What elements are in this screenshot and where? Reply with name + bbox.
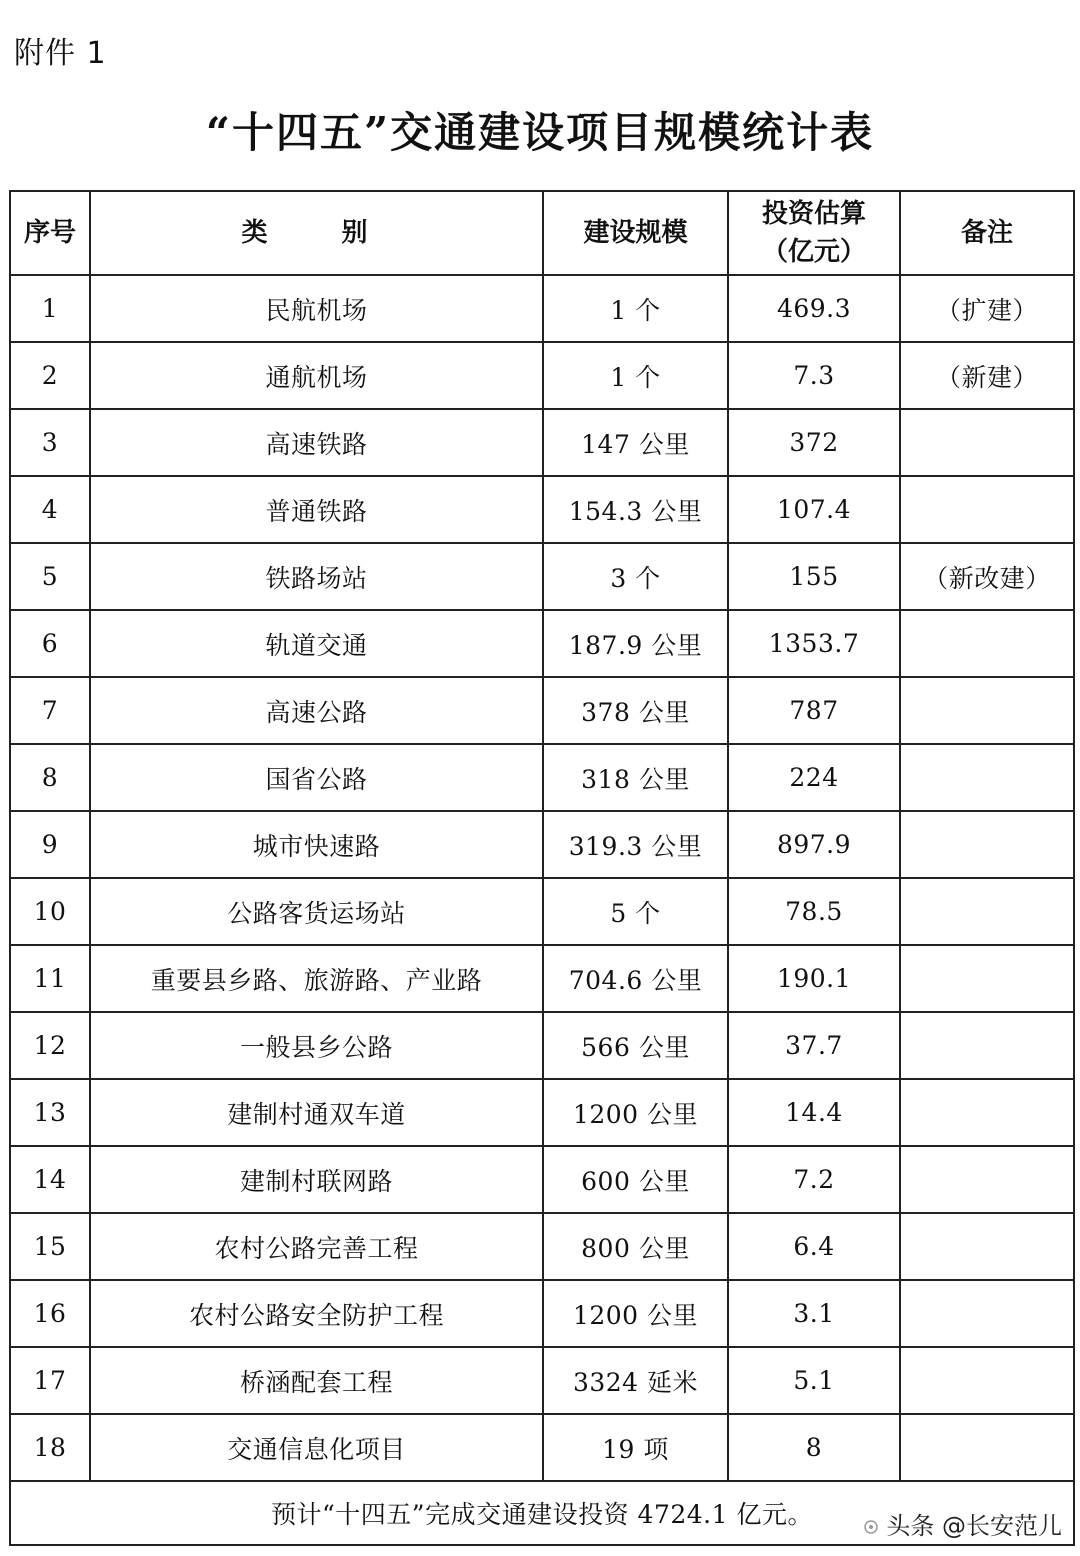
cell-category: 通航机场 bbox=[90, 342, 543, 409]
cell-investment: 155 bbox=[728, 543, 900, 610]
cell-category: 民航机场 bbox=[90, 275, 543, 342]
cell-investment: 5.1 bbox=[728, 1347, 900, 1414]
cell-scale: 378 公里 bbox=[543, 677, 728, 744]
cell-index: 15 bbox=[10, 1213, 90, 1280]
cell-investment: 224 bbox=[728, 744, 900, 811]
cell-index: 10 bbox=[10, 878, 90, 945]
cell-index: 18 bbox=[10, 1414, 90, 1481]
cell-index: 16 bbox=[10, 1280, 90, 1347]
cell-category: 建制村联网路 bbox=[90, 1146, 543, 1213]
watermark bbox=[863, 1506, 1062, 1541]
col-header-index: 序号 bbox=[10, 191, 90, 275]
cell-index: 13 bbox=[10, 1079, 90, 1146]
cell-index: 11 bbox=[10, 945, 90, 1012]
cell-investment: 3.1 bbox=[728, 1280, 900, 1347]
cell-index: 2 bbox=[10, 342, 90, 409]
cell-scale: 800 公里 bbox=[543, 1213, 728, 1280]
cell-remark bbox=[900, 610, 1074, 677]
table-row bbox=[10, 1146, 1074, 1213]
cell-investment: 14.4 bbox=[728, 1079, 900, 1146]
cell-scale: 1 个 bbox=[543, 275, 728, 342]
table-row bbox=[10, 543, 1074, 610]
cell-category: 交通信息化项目 bbox=[90, 1414, 543, 1481]
cell-index: 3 bbox=[10, 409, 90, 476]
cell-investment: 7.3 bbox=[728, 342, 900, 409]
col-header-remarks: 备注 bbox=[900, 191, 1074, 275]
cell-index: 6 bbox=[10, 610, 90, 677]
table-row bbox=[10, 1347, 1074, 1414]
cell-category: 铁路场站 bbox=[90, 543, 543, 610]
table-row bbox=[10, 945, 1074, 1012]
cell-investment: 107.4 bbox=[728, 476, 900, 543]
cell-scale: 3324 延米 bbox=[543, 1347, 728, 1414]
cell-category: 一般县乡公路 bbox=[90, 1012, 543, 1079]
cell-remark bbox=[900, 945, 1074, 1012]
cell-remark bbox=[900, 476, 1074, 543]
table-row bbox=[10, 476, 1074, 543]
cell-scale: 3 个 bbox=[543, 543, 728, 610]
cell-category: 农村公路完善工程 bbox=[90, 1213, 543, 1280]
cell-investment: 469.3 bbox=[728, 275, 900, 342]
cell-scale: 187.9 公里 bbox=[543, 610, 728, 677]
cell-scale: 566 公里 bbox=[543, 1012, 728, 1079]
col-header-investment-line2: （亿元） bbox=[761, 237, 866, 267]
cell-index: 4 bbox=[10, 476, 90, 543]
table-row bbox=[10, 1079, 1074, 1146]
watermark-text: 头条 @长安范儿 bbox=[886, 1512, 1062, 1540]
toutiao-logo-icon bbox=[863, 1512, 887, 1540]
cell-category: 桥涵配套工程 bbox=[90, 1347, 543, 1414]
cell-investment: 8 bbox=[728, 1414, 900, 1481]
cell-remark bbox=[900, 811, 1074, 878]
cell-remark bbox=[900, 1146, 1074, 1213]
cell-scale: 147 公里 bbox=[543, 409, 728, 476]
cell-scale: 1 个 bbox=[543, 342, 728, 409]
cell-investment: 372 bbox=[728, 409, 900, 476]
cell-index: 1 bbox=[10, 275, 90, 342]
table-row bbox=[10, 610, 1074, 677]
cell-index: 14 bbox=[10, 1146, 90, 1213]
cell-investment: 897.9 bbox=[728, 811, 900, 878]
cell-index: 9 bbox=[10, 811, 90, 878]
cell-remark bbox=[900, 1280, 1074, 1347]
cell-remark: （扩建） bbox=[900, 275, 1074, 342]
cell-investment: 190.1 bbox=[728, 945, 900, 1012]
col-header-category-label: 类 别 bbox=[241, 218, 392, 248]
cell-category: 高速铁路 bbox=[90, 409, 543, 476]
stats-table bbox=[9, 190, 1075, 1546]
cell-category: 国省公路 bbox=[90, 744, 543, 811]
table-row bbox=[10, 1280, 1074, 1347]
cell-remark bbox=[900, 677, 1074, 744]
cell-remark: （新建） bbox=[900, 342, 1074, 409]
table-row bbox=[10, 1012, 1074, 1079]
table-footer-note: 预计“十四五”完成交通建设投资 4724.1 亿元。 bbox=[10, 1481, 1074, 1545]
cell-category: 轨道交通 bbox=[90, 610, 543, 677]
cell-category: 普通铁路 bbox=[90, 476, 543, 543]
cell-remark bbox=[900, 1012, 1074, 1079]
cell-scale: 154.3 公里 bbox=[543, 476, 728, 543]
cell-index: 7 bbox=[10, 677, 90, 744]
table-row bbox=[10, 878, 1074, 945]
cell-investment: 78.5 bbox=[728, 878, 900, 945]
cell-category: 重要县乡路、旅游路、产业路 bbox=[90, 945, 543, 1012]
cell-category: 公路客货运场站 bbox=[90, 878, 543, 945]
cell-scale: 318 公里 bbox=[543, 744, 728, 811]
cell-remark bbox=[900, 744, 1074, 811]
cell-investment: 7.2 bbox=[728, 1146, 900, 1213]
cell-index: 5 bbox=[10, 543, 90, 610]
cell-index: 12 bbox=[10, 1012, 90, 1079]
cell-scale: 600 公里 bbox=[543, 1146, 728, 1213]
cell-scale: 319.3 公里 bbox=[543, 811, 728, 878]
cell-remark bbox=[900, 1213, 1074, 1280]
col-header-scale: 建设规模 bbox=[543, 191, 728, 275]
cell-remark bbox=[900, 1079, 1074, 1146]
table-row bbox=[10, 409, 1074, 476]
cell-remark bbox=[900, 1347, 1074, 1414]
table-row bbox=[10, 1213, 1074, 1280]
table-row bbox=[10, 275, 1074, 342]
cell-investment: 6.4 bbox=[728, 1213, 900, 1280]
attachment-label: 附件 1 bbox=[14, 36, 107, 71]
cell-scale: 19 项 bbox=[543, 1414, 728, 1481]
cell-scale: 1200 公里 bbox=[543, 1079, 728, 1146]
cell-scale: 1200 公里 bbox=[543, 1280, 728, 1347]
col-header-investment-line1: 投资估算 bbox=[761, 199, 866, 229]
table-row bbox=[10, 811, 1074, 878]
cell-scale: 704.6 公里 bbox=[543, 945, 728, 1012]
table-row bbox=[10, 744, 1074, 811]
cell-remark bbox=[900, 878, 1074, 945]
cell-investment: 787 bbox=[728, 677, 900, 744]
cell-category: 农村公路安全防护工程 bbox=[90, 1280, 543, 1347]
cell-index: 17 bbox=[10, 1347, 90, 1414]
table-row bbox=[10, 677, 1074, 744]
table-row bbox=[10, 342, 1074, 409]
cell-remark bbox=[900, 409, 1074, 476]
cell-category: 高速公路 bbox=[90, 677, 543, 744]
cell-remark bbox=[900, 1414, 1074, 1481]
cell-category: 城市快速路 bbox=[90, 811, 543, 878]
cell-scale: 5 个 bbox=[543, 878, 728, 945]
col-header-category bbox=[90, 191, 543, 275]
table-row bbox=[10, 1414, 1074, 1481]
cell-investment: 37.7 bbox=[728, 1012, 900, 1079]
table-body bbox=[10, 275, 1074, 1481]
cell-investment: 1353.7 bbox=[728, 610, 900, 677]
table-header-row bbox=[10, 191, 1074, 275]
cell-index: 8 bbox=[10, 744, 90, 811]
cell-remark: （新改建） bbox=[900, 543, 1074, 610]
col-header-investment bbox=[728, 191, 900, 275]
page-title: “十四五”交通建设项目规模统计表 bbox=[205, 108, 875, 157]
cell-category: 建制村通双车道 bbox=[90, 1079, 543, 1146]
